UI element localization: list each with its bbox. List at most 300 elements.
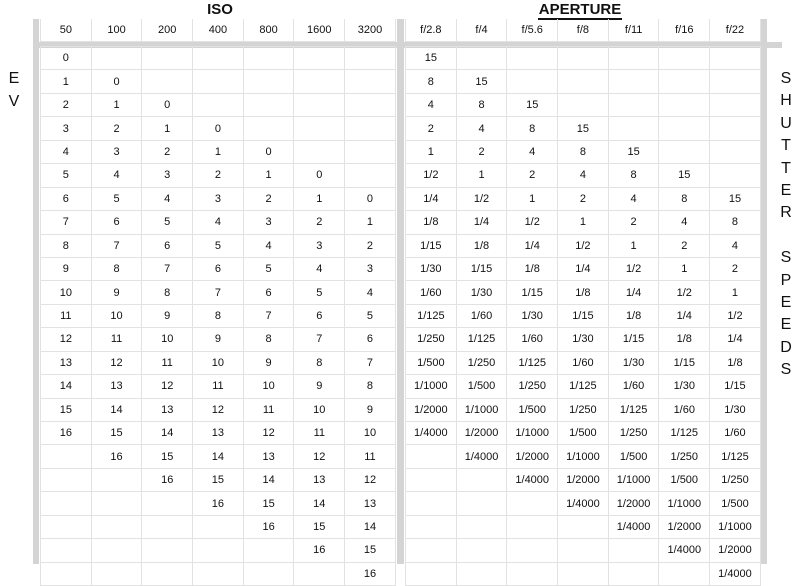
iso-cell bbox=[41, 515, 92, 538]
table-row bbox=[406, 375, 761, 398]
aperture-cell: 1/2000 bbox=[608, 492, 659, 515]
aperture-cell: 1/500 bbox=[456, 375, 507, 398]
side-letter: P bbox=[780, 271, 792, 289]
aperture-cell bbox=[659, 562, 710, 585]
aperture-cell: 1/8 bbox=[710, 351, 761, 374]
aperture-cell: 2 bbox=[558, 187, 609, 210]
aperture-cell: 2 bbox=[659, 234, 710, 257]
iso-cell bbox=[243, 539, 294, 562]
aperture-cell bbox=[456, 562, 507, 585]
side-letter: S bbox=[780, 70, 792, 87]
aperture-cell: 15 bbox=[558, 117, 609, 140]
iso-column-header: 100 bbox=[91, 19, 142, 42]
aperture-cell: 1/125 bbox=[507, 351, 558, 374]
aperture-cell: 1/2000 bbox=[507, 445, 558, 468]
aperture-column-header: f/22 bbox=[710, 19, 761, 42]
table-row bbox=[41, 328, 396, 351]
table-row bbox=[41, 562, 396, 585]
aperture-cell: 1/2000 bbox=[659, 515, 710, 538]
iso-cell: 9 bbox=[91, 281, 142, 304]
iso-cell: 9 bbox=[41, 257, 92, 280]
iso-ev-table bbox=[40, 19, 396, 586]
iso-cell: 13 bbox=[243, 445, 294, 468]
iso-cell: 9 bbox=[345, 398, 396, 421]
aperture-cell: 1/1000 bbox=[659, 492, 710, 515]
left-frame-bar bbox=[33, 19, 39, 564]
aperture-cell bbox=[558, 515, 609, 538]
aperture-column-header: f/5.6 bbox=[507, 19, 558, 42]
iso-header-row bbox=[41, 19, 396, 42]
aperture-cell: 4 bbox=[507, 140, 558, 163]
iso-cell bbox=[193, 70, 244, 93]
iso-cell: 9 bbox=[142, 304, 193, 327]
iso-cell: 0 bbox=[41, 47, 92, 70]
aperture-cell: 1/8 bbox=[456, 234, 507, 257]
table-row bbox=[406, 257, 761, 280]
aperture-cell: 1/1000 bbox=[456, 398, 507, 421]
iso-cell bbox=[193, 515, 244, 538]
iso-cell: 5 bbox=[193, 234, 244, 257]
iso-cell: 10 bbox=[41, 281, 92, 304]
aperture-cell: 1/60 bbox=[710, 422, 761, 445]
iso-cell: 15 bbox=[294, 515, 345, 538]
aperture-cell bbox=[507, 492, 558, 515]
table-row bbox=[41, 164, 396, 187]
aperture-cell: 1/500 bbox=[507, 398, 558, 421]
aperture-cell bbox=[406, 562, 457, 585]
iso-cell: 13 bbox=[142, 398, 193, 421]
aperture-cell bbox=[659, 140, 710, 163]
side-letter: H bbox=[780, 92, 792, 110]
aperture-cell bbox=[456, 539, 507, 562]
aperture-cell: 1/1000 bbox=[406, 375, 457, 398]
iso-cell: 8 bbox=[243, 328, 294, 351]
aperture-cell: 1/60 bbox=[406, 281, 457, 304]
iso-cell: 7 bbox=[193, 281, 244, 304]
table-row bbox=[406, 515, 761, 538]
aperture-cell: 4 bbox=[710, 234, 761, 257]
iso-cell: 6 bbox=[41, 187, 92, 210]
aperture-cell: 15 bbox=[608, 140, 659, 163]
side-letter: D bbox=[780, 338, 792, 356]
iso-cell bbox=[91, 515, 142, 538]
iso-cell: 2 bbox=[243, 187, 294, 210]
iso-cell: 13 bbox=[294, 468, 345, 491]
aperture-cell bbox=[406, 515, 457, 538]
iso-cell: 15 bbox=[91, 422, 142, 445]
iso-cell: 12 bbox=[41, 328, 92, 351]
aperture-cell: 1/4000 bbox=[659, 539, 710, 562]
iso-cell bbox=[193, 47, 244, 70]
aperture-cell bbox=[608, 539, 659, 562]
iso-cell: 13 bbox=[193, 422, 244, 445]
aperture-cell: 1/2000 bbox=[456, 422, 507, 445]
aperture-cell: 15 bbox=[710, 187, 761, 210]
aperture-cell: 15 bbox=[406, 47, 457, 70]
iso-cell: 5 bbox=[142, 211, 193, 234]
iso-cell: 0 bbox=[345, 187, 396, 210]
aperture-cell: 1/30 bbox=[406, 257, 457, 280]
iso-cell: 13 bbox=[41, 351, 92, 374]
iso-cell bbox=[142, 492, 193, 515]
aperture-cell: 1/1000 bbox=[710, 515, 761, 538]
iso-column-header: 3200 bbox=[345, 19, 396, 42]
iso-cell bbox=[142, 562, 193, 585]
aperture-cell: 1/15 bbox=[710, 375, 761, 398]
iso-cell bbox=[41, 562, 92, 585]
aperture-cell: 15 bbox=[456, 70, 507, 93]
iso-cell: 6 bbox=[193, 257, 244, 280]
table-row bbox=[41, 140, 396, 163]
iso-cell: 4 bbox=[142, 187, 193, 210]
iso-cell: 15 bbox=[345, 539, 396, 562]
aperture-cell bbox=[507, 515, 558, 538]
iso-cell: 10 bbox=[142, 328, 193, 351]
table-row bbox=[41, 539, 396, 562]
aperture-cell: 1/8 bbox=[659, 328, 710, 351]
aperture-cell: 4 bbox=[406, 93, 457, 116]
aperture-cell: 1 bbox=[406, 140, 457, 163]
aperture-cell: 1/1000 bbox=[507, 422, 558, 445]
iso-cell: 12 bbox=[91, 351, 142, 374]
iso-cell: 16 bbox=[345, 562, 396, 585]
iso-cell bbox=[345, 164, 396, 187]
aperture-cell: 1 bbox=[456, 164, 507, 187]
iso-cell: 14 bbox=[243, 468, 294, 491]
iso-cell bbox=[142, 539, 193, 562]
iso-cell bbox=[91, 47, 142, 70]
aperture-cell: 1/15 bbox=[659, 351, 710, 374]
aperture-cell: 1/4000 bbox=[710, 562, 761, 585]
aperture-cell: 8 bbox=[710, 211, 761, 234]
aperture-cell: 1/4 bbox=[456, 211, 507, 234]
iso-cell: 1 bbox=[41, 70, 92, 93]
iso-cell: 4 bbox=[193, 211, 244, 234]
iso-cell: 0 bbox=[142, 93, 193, 116]
iso-cell bbox=[91, 539, 142, 562]
aperture-cell: 1/500 bbox=[406, 351, 457, 374]
iso-column-header: 1600 bbox=[294, 19, 345, 42]
aperture-cell: 1/2 bbox=[659, 281, 710, 304]
table-row bbox=[406, 492, 761, 515]
aperture-cell bbox=[507, 562, 558, 585]
aperture-cell: 8 bbox=[558, 140, 609, 163]
side-letter: S bbox=[780, 361, 792, 379]
iso-cell bbox=[243, 93, 294, 116]
aperture-cell: 1/250 bbox=[507, 375, 558, 398]
aperture-header-row bbox=[406, 19, 761, 42]
iso-cell: 11 bbox=[243, 398, 294, 421]
aperture-cell: 1/1000 bbox=[558, 445, 609, 468]
iso-cell: 4 bbox=[294, 257, 345, 280]
iso-cell: 1 bbox=[193, 140, 244, 163]
table-row bbox=[41, 187, 396, 210]
aperture-cell: 1/30 bbox=[659, 375, 710, 398]
iso-cell: 5 bbox=[345, 304, 396, 327]
table-row bbox=[406, 70, 761, 93]
iso-cell: 5 bbox=[243, 257, 294, 280]
table-row bbox=[41, 445, 396, 468]
aperture-cell bbox=[456, 468, 507, 491]
aperture-cell: 1 bbox=[710, 281, 761, 304]
aperture-cell bbox=[558, 539, 609, 562]
aperture-cell: 1/125 bbox=[659, 422, 710, 445]
table-row bbox=[41, 398, 396, 421]
aperture-cell: 1/15 bbox=[406, 234, 457, 257]
side-letter: T bbox=[781, 137, 791, 155]
aperture-cell: 1/8 bbox=[558, 281, 609, 304]
iso-cell: 14 bbox=[193, 445, 244, 468]
aperture-cell: 1/125 bbox=[406, 304, 457, 327]
iso-cell: 9 bbox=[243, 351, 294, 374]
iso-cell: 14 bbox=[345, 515, 396, 538]
iso-cell bbox=[193, 562, 244, 585]
ev-side-label bbox=[0, 70, 28, 130]
iso-cell bbox=[91, 562, 142, 585]
iso-cell: 3 bbox=[193, 187, 244, 210]
aperture-cell: 1/8 bbox=[608, 304, 659, 327]
table-row bbox=[406, 422, 761, 445]
iso-cell: 2 bbox=[193, 164, 244, 187]
iso-cell: 10 bbox=[243, 375, 294, 398]
table-row bbox=[406, 445, 761, 468]
iso-cell: 3 bbox=[41, 117, 92, 140]
iso-cell: 14 bbox=[294, 492, 345, 515]
iso-cell bbox=[91, 468, 142, 491]
aperture-cell bbox=[456, 492, 507, 515]
iso-cell bbox=[294, 562, 345, 585]
iso-cell bbox=[243, 562, 294, 585]
iso-cell: 2 bbox=[41, 93, 92, 116]
aperture-cell: 1/15 bbox=[456, 257, 507, 280]
aperture-cell: 1/125 bbox=[710, 445, 761, 468]
aperture-cell: 8 bbox=[608, 164, 659, 187]
iso-cell: 1 bbox=[243, 164, 294, 187]
iso-cell bbox=[345, 47, 396, 70]
iso-cell: 15 bbox=[41, 398, 92, 421]
iso-cell: 10 bbox=[345, 422, 396, 445]
aperture-cell: 1 bbox=[507, 187, 558, 210]
iso-cell bbox=[294, 117, 345, 140]
aperture-cell bbox=[507, 539, 558, 562]
aperture-cell: 1/2 bbox=[456, 187, 507, 210]
side-letter: R bbox=[780, 204, 792, 222]
aperture-cell: 1/500 bbox=[558, 422, 609, 445]
aperture-cell bbox=[659, 70, 710, 93]
iso-cell: 14 bbox=[91, 398, 142, 421]
center-frame-bar bbox=[397, 19, 404, 564]
aperture-cell: 1/60 bbox=[456, 304, 507, 327]
aperture-cell bbox=[406, 445, 457, 468]
aperture-cell: 4 bbox=[456, 117, 507, 140]
aperture-cell: 1/2 bbox=[558, 234, 609, 257]
aperture-cell bbox=[710, 93, 761, 116]
aperture-shutter-table bbox=[405, 19, 761, 586]
aperture-title-text: APERTURE bbox=[538, 1, 622, 18]
iso-cell: 0 bbox=[294, 164, 345, 187]
iso-cell: 0 bbox=[243, 140, 294, 163]
aperture-cell: 1/1000 bbox=[608, 468, 659, 491]
aperture-cell bbox=[710, 47, 761, 70]
aperture-cell: 1/30 bbox=[710, 398, 761, 421]
table-row bbox=[406, 47, 761, 70]
iso-cell: 6 bbox=[91, 211, 142, 234]
side-letter: T bbox=[781, 159, 791, 177]
iso-cell: 16 bbox=[41, 422, 92, 445]
aperture-column-header: f/4 bbox=[456, 19, 507, 42]
iso-cell: 7 bbox=[345, 351, 396, 374]
iso-cell: 2 bbox=[142, 140, 193, 163]
side-letter: U bbox=[780, 114, 792, 132]
table-row bbox=[406, 468, 761, 491]
aperture-cell: 1/250 bbox=[659, 445, 710, 468]
iso-cell: 9 bbox=[193, 328, 244, 351]
aperture-cell bbox=[507, 70, 558, 93]
table-row bbox=[406, 164, 761, 187]
aperture-cell: 1/2 bbox=[710, 304, 761, 327]
aperture-cell: 1/4000 bbox=[507, 468, 558, 491]
aperture-cell: 1/125 bbox=[558, 375, 609, 398]
iso-cell: 15 bbox=[193, 468, 244, 491]
iso-cell: 4 bbox=[91, 164, 142, 187]
iso-cell: 10 bbox=[294, 398, 345, 421]
iso-cell: 4 bbox=[41, 140, 92, 163]
aperture-cell: 1/30 bbox=[507, 304, 558, 327]
aperture-cell: 1/4000 bbox=[608, 515, 659, 538]
iso-cell: 14 bbox=[142, 422, 193, 445]
aperture-cell bbox=[710, 117, 761, 140]
iso-cell bbox=[142, 47, 193, 70]
iso-cell: 5 bbox=[41, 164, 92, 187]
iso-cell: 10 bbox=[91, 304, 142, 327]
iso-cell bbox=[243, 70, 294, 93]
table-row bbox=[406, 539, 761, 562]
iso-cell: 12 bbox=[294, 445, 345, 468]
table-row bbox=[41, 117, 396, 140]
iso-cell: 1 bbox=[345, 211, 396, 234]
table-row bbox=[406, 117, 761, 140]
aperture-cell: 1/4000 bbox=[456, 445, 507, 468]
iso-cell: 3 bbox=[243, 211, 294, 234]
table-row bbox=[406, 211, 761, 234]
aperture-cell: 2 bbox=[710, 257, 761, 280]
iso-cell: 11 bbox=[345, 445, 396, 468]
iso-cell bbox=[41, 492, 92, 515]
iso-cell: 12 bbox=[345, 468, 396, 491]
iso-cell: 8 bbox=[91, 257, 142, 280]
aperture-cell: 1/4 bbox=[659, 304, 710, 327]
iso-cell: 13 bbox=[345, 492, 396, 515]
side-letter: E bbox=[780, 182, 792, 199]
aperture-cell bbox=[456, 515, 507, 538]
iso-cell bbox=[142, 70, 193, 93]
aperture-cell: 1/30 bbox=[608, 351, 659, 374]
right-frame-bar bbox=[761, 19, 767, 564]
aperture-cell bbox=[659, 47, 710, 70]
iso-cell bbox=[243, 117, 294, 140]
iso-cell: 6 bbox=[243, 281, 294, 304]
iso-cell: 16 bbox=[142, 468, 193, 491]
aperture-cell: 1 bbox=[558, 211, 609, 234]
aperture-cell: 4 bbox=[659, 211, 710, 234]
aperture-cell: 1/4000 bbox=[558, 492, 609, 515]
iso-cell bbox=[193, 539, 244, 562]
iso-cell bbox=[91, 492, 142, 515]
aperture-cell: 1/250 bbox=[558, 398, 609, 421]
aperture-cell: 1/8 bbox=[406, 211, 457, 234]
aperture-cell: 1/15 bbox=[507, 281, 558, 304]
aperture-cell: 1/2000 bbox=[558, 468, 609, 491]
aperture-cell bbox=[558, 93, 609, 116]
aperture-cell: 1/500 bbox=[608, 445, 659, 468]
aperture-cell bbox=[608, 562, 659, 585]
aperture-cell: 4 bbox=[558, 164, 609, 187]
iso-cell bbox=[294, 140, 345, 163]
side-letter: V bbox=[8, 93, 20, 110]
iso-cell: 0 bbox=[91, 70, 142, 93]
iso-column-header: 50 bbox=[41, 19, 92, 42]
table-row bbox=[41, 93, 396, 116]
iso-column-header: 800 bbox=[243, 19, 294, 42]
aperture-cell: 2 bbox=[456, 140, 507, 163]
aperture-cell bbox=[608, 70, 659, 93]
aperture-cell: 1/250 bbox=[456, 351, 507, 374]
iso-column-header: 200 bbox=[142, 19, 193, 42]
aperture-cell bbox=[659, 93, 710, 116]
iso-cell: 11 bbox=[91, 328, 142, 351]
side-letter: E bbox=[8, 70, 20, 87]
iso-cell: 12 bbox=[243, 422, 294, 445]
table-row bbox=[406, 140, 761, 163]
table-row bbox=[41, 70, 396, 93]
iso-cell bbox=[142, 515, 193, 538]
iso-cell: 5 bbox=[91, 187, 142, 210]
side-letter: E bbox=[780, 294, 792, 311]
aperture-cell bbox=[608, 117, 659, 140]
iso-cell: 7 bbox=[243, 304, 294, 327]
iso-cell bbox=[41, 445, 92, 468]
aperture-cell: 1 bbox=[608, 234, 659, 257]
iso-cell: 16 bbox=[243, 515, 294, 538]
aperture-cell: 1/60 bbox=[507, 328, 558, 351]
table-row bbox=[406, 351, 761, 374]
iso-cell: 2 bbox=[294, 211, 345, 234]
table-row bbox=[406, 234, 761, 257]
iso-cell bbox=[345, 140, 396, 163]
table-row bbox=[41, 234, 396, 257]
aperture-cell bbox=[406, 539, 457, 562]
iso-column-header: 400 bbox=[193, 19, 244, 42]
aperture-cell bbox=[406, 468, 457, 491]
aperture-cell bbox=[608, 47, 659, 70]
iso-cell bbox=[41, 468, 92, 491]
aperture-column-header: f/2.8 bbox=[406, 19, 457, 42]
aperture-cell: 15 bbox=[659, 164, 710, 187]
aperture-cell bbox=[558, 70, 609, 93]
aperture-cell: 1/60 bbox=[659, 398, 710, 421]
aperture-cell: 15 bbox=[507, 93, 558, 116]
aperture-cell: 4 bbox=[608, 187, 659, 210]
iso-cell: 12 bbox=[193, 398, 244, 421]
aperture-cell bbox=[710, 164, 761, 187]
iso-cell: 14 bbox=[41, 375, 92, 398]
table-row bbox=[41, 257, 396, 280]
iso-cell: 2 bbox=[345, 234, 396, 257]
iso-cell: 15 bbox=[243, 492, 294, 515]
aperture-cell: 1/60 bbox=[608, 375, 659, 398]
aperture-cell: 1/4 bbox=[710, 328, 761, 351]
table-row bbox=[406, 562, 761, 585]
